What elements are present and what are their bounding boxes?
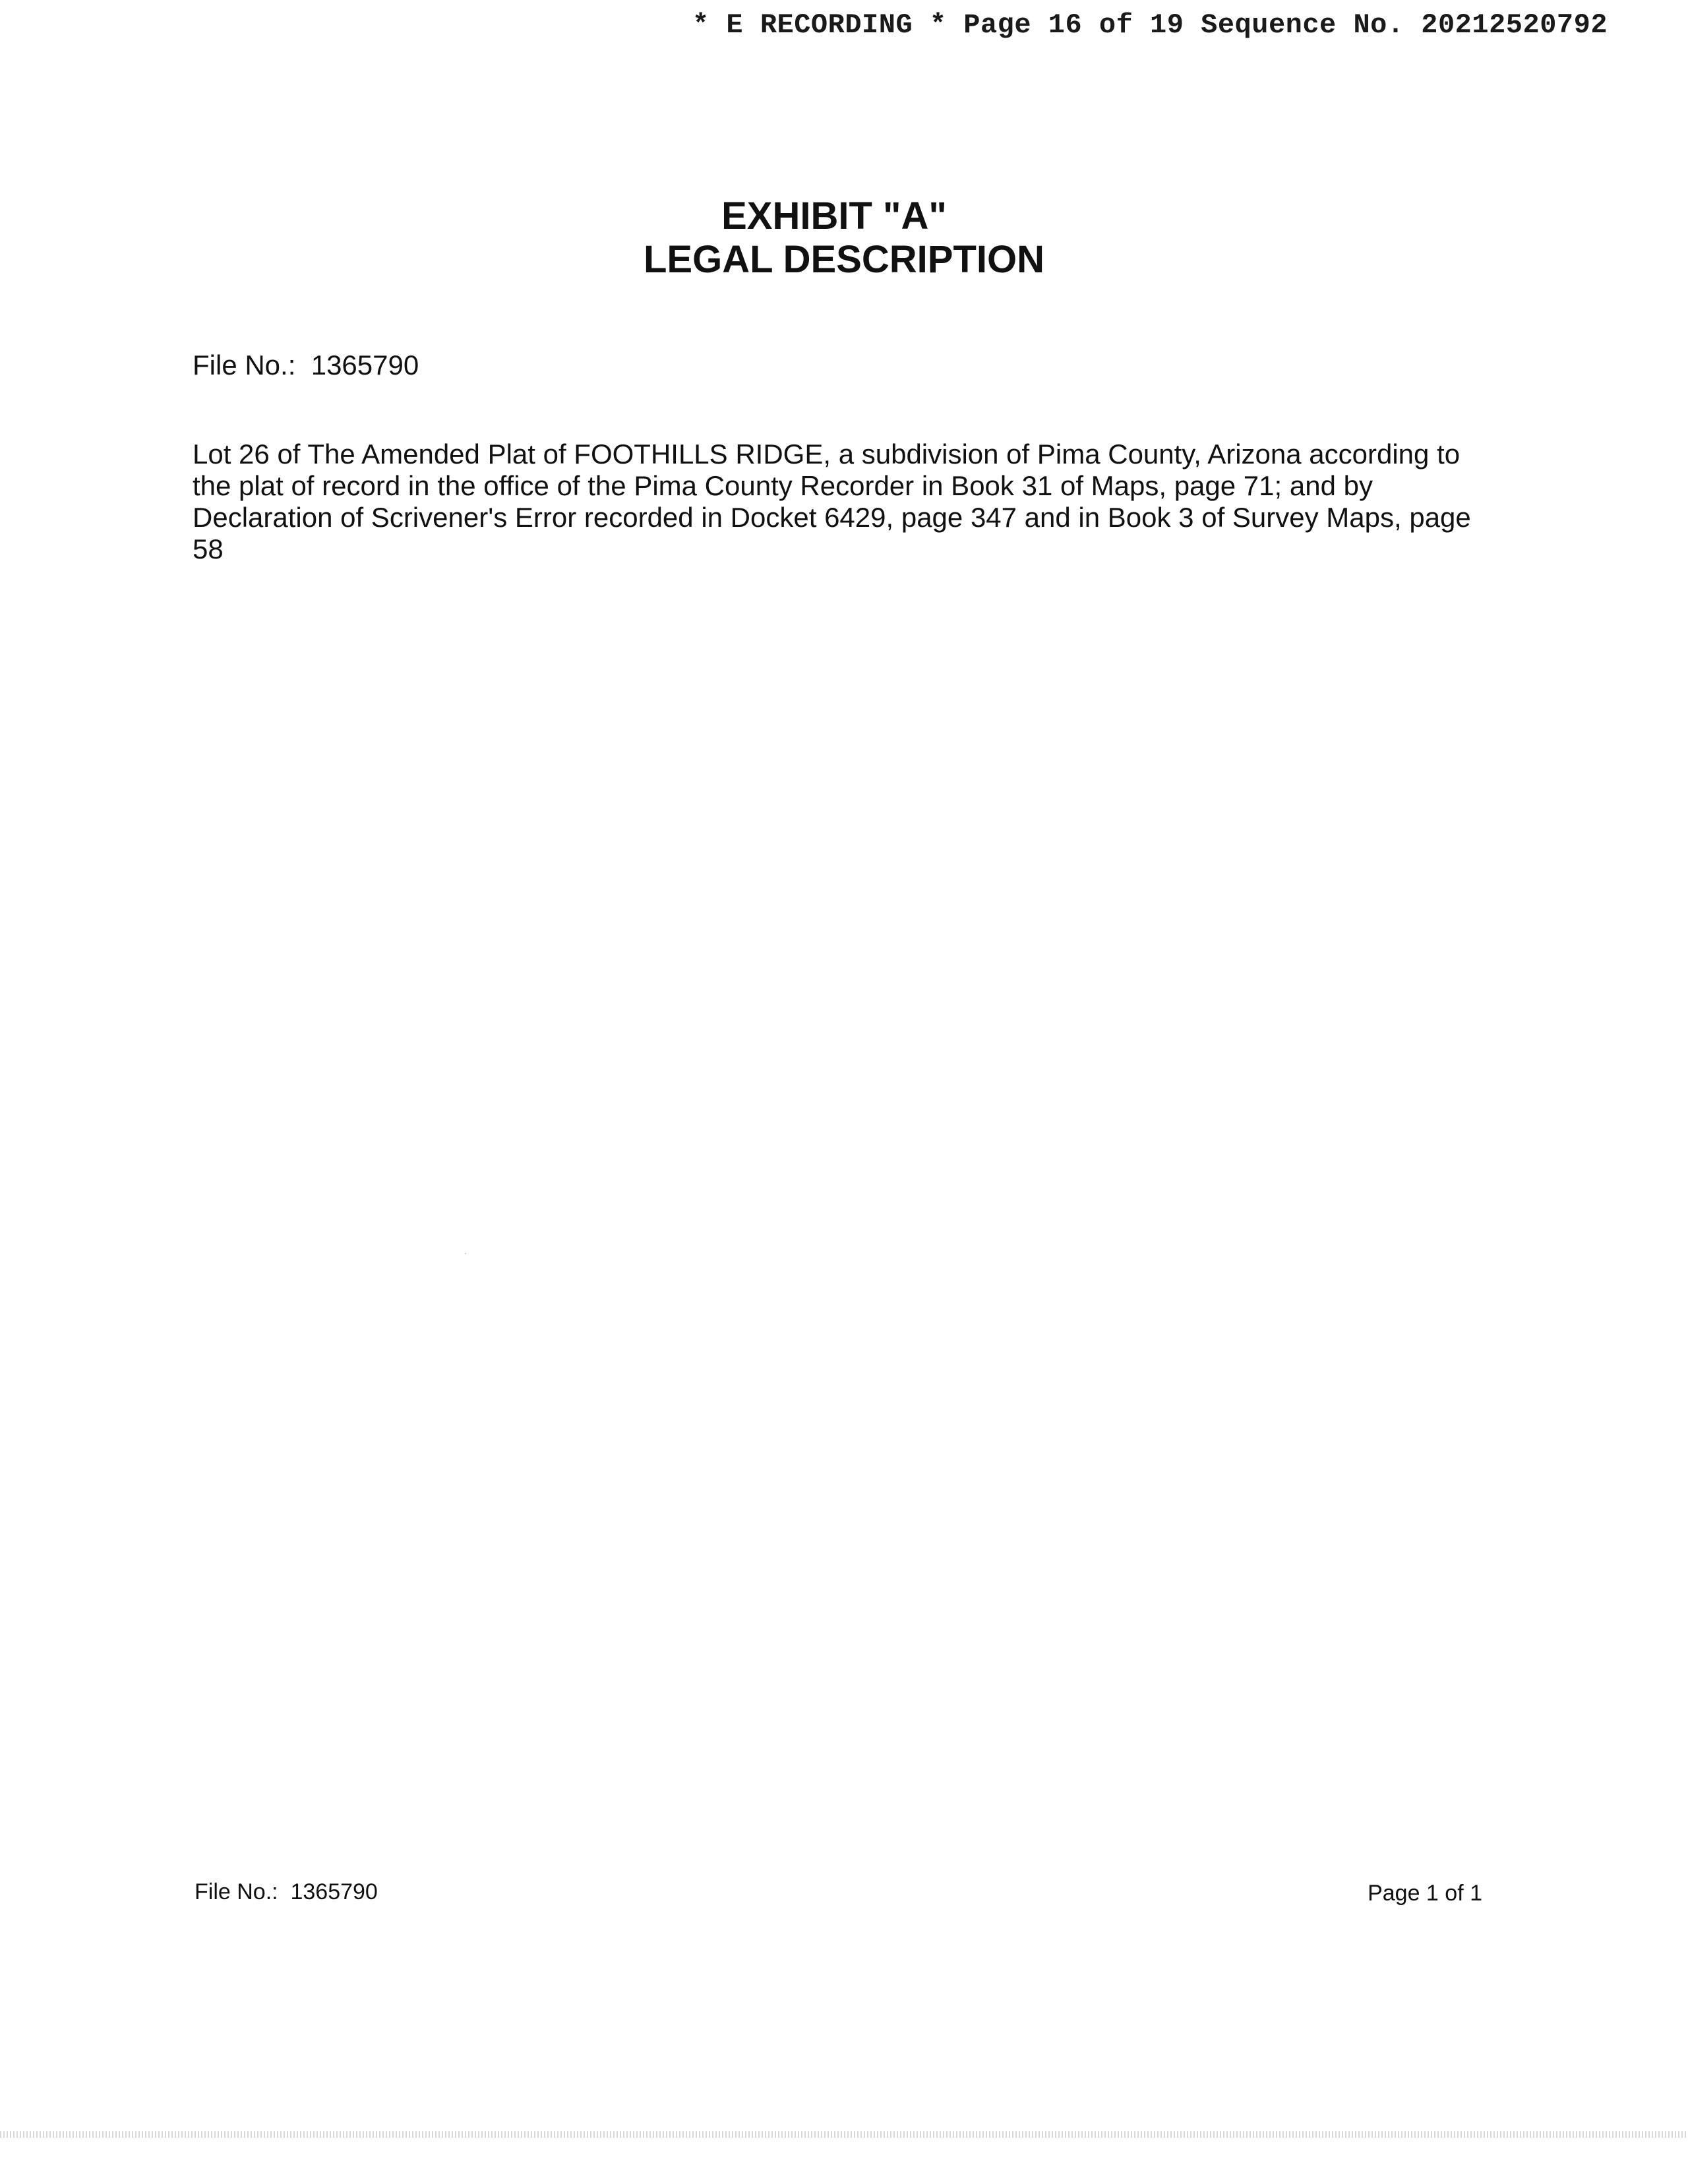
footer-page-number: Page 1 of 1 bbox=[1368, 1881, 1482, 1906]
exhibit-subtitle: LEGAL DESCRIPTION bbox=[644, 238, 1044, 281]
legal-description-text: Lot 26 of The Amended Plat of FOOTHILLS RIDGE, a subdivision of Pima County, Arizona according to the plat of record in the office of the Pima County Recorder in Book 31 of Maps, page 71; and by Declaration of Scrivener's Error recorded in Docket 6429, page 347 and in Book 3 of Survey Maps, page 58 bbox=[193, 439, 1471, 564]
exhibit-title: EXHIBIT "A" bbox=[721, 195, 947, 237]
file-number: File No.: 1365790 bbox=[193, 349, 419, 380]
exhibit-heading bbox=[0, 195, 1688, 282]
scan-speck bbox=[465, 1253, 466, 1254]
recording-stamp: * E RECORDING * Page 16 of 19 Sequence No. 20212520792 bbox=[692, 9, 1608, 41]
scan-edge-artifact bbox=[0, 2131, 1688, 2138]
footer-file-number: File No.: 1365790 bbox=[195, 1879, 378, 1904]
